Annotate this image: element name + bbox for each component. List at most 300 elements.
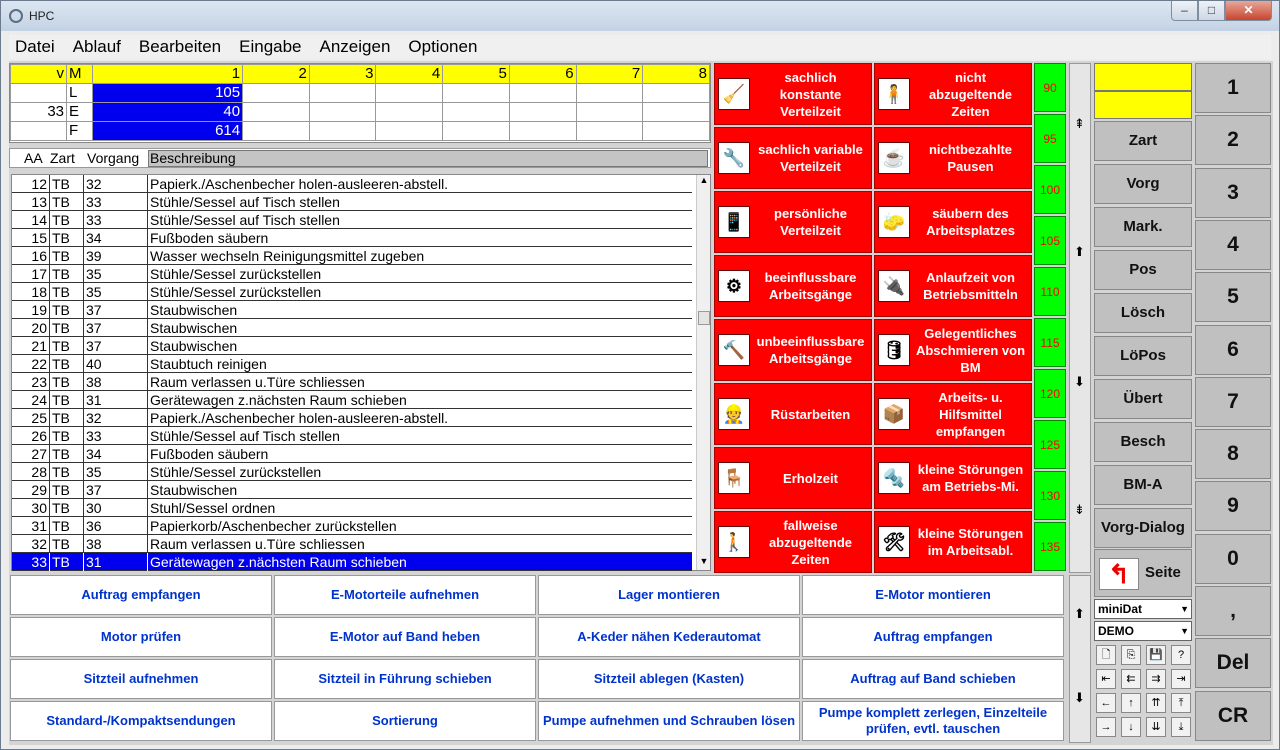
row-aa: 25 [31,410,47,426]
side-button-pos[interactable]: Pos [1094,250,1192,290]
grid-cell[interactable] [509,103,576,122]
list-row[interactable] [12,463,692,481]
scroll-down-icon[interactable]: ▼ [699,556,709,566]
row-zart: TB [52,302,70,318]
row-aa: 26 [31,428,47,444]
row-zart: TB [52,374,70,390]
category-button[interactable] [714,319,872,381]
scroll-up-icon[interactable]: ⬆ [1074,244,1085,259]
grid-header-8[interactable]: 8 [643,65,710,84]
last-icon[interactable]: ⇥ [1171,669,1191,689]
list-scrollbar[interactable] [696,175,710,570]
header-aa[interactable]: AA [24,150,43,166]
menu-datei[interactable]: Datei [15,37,55,56]
row-beschreibung: Wasser wechseln Reinigungsmittel zugeben [150,248,425,264]
list-row[interactable] [12,211,692,229]
row-zart: TB [52,392,70,408]
row-aa: 32 [31,536,47,552]
row-zart: TB [52,284,70,300]
side-button-vorg[interactable]: Vorg [1094,164,1192,204]
value-tile[interactable]: 120 [1034,369,1066,418]
side-button-lösch[interactable]: Lösch [1094,293,1192,333]
row-aa: 19 [31,302,47,318]
row-beschreibung: Fußboden säubern [150,446,269,462]
task-button[interactable]: E-Motorteile aufnehmen [274,575,536,615]
grid-cell[interactable]: 40 [93,103,243,122]
scroll-thumb[interactable] [698,311,710,325]
row-beschreibung: Papierkorb/Aschenbecher zurückstellen [150,518,397,534]
activity-list[interactable] [11,174,711,571]
numpad-key[interactable]: 9 [1195,481,1271,531]
row-zart: TB [52,320,70,336]
menu-ablauf[interactable]: Ablauf [72,37,121,56]
value-tile[interactable]: 125 [1034,420,1066,469]
row-beschreibung: Stühle/Sessel auf Tisch stellen [150,428,340,444]
grid-cell[interactable] [243,103,310,122]
row-beschreibung: Staubwischen [150,320,238,336]
task-button[interactable]: Pumpe komplett zerlegen, Einzelteile prüfen, evtl. tauschen [802,701,1064,741]
seite-label: Seite [1145,564,1181,581]
broom-icon: 🧽 [878,206,910,238]
phone-icon: 📱 [718,206,750,238]
row-aa: 24 [31,392,47,408]
row-zart: TB [52,536,70,552]
list-row[interactable] [12,553,692,571]
database-combo[interactable] [1094,599,1192,619]
list-row[interactable] [12,229,692,247]
grid-cell[interactable] [643,122,710,141]
numpad-key[interactable]: 5 [1195,272,1271,322]
category-label: Rüstarbeiten [770,406,851,422]
row-vorgang: 38 [86,374,102,390]
mode-combo[interactable] [1094,621,1192,641]
row-zart: TB [52,356,70,372]
list-row[interactable] [12,391,692,409]
row-beschreibung: Raum verlassen u.Türe schliessen [150,374,365,390]
row-vorgang: 33 [86,194,102,210]
row-vorgang: 35 [86,266,102,282]
numpad-key[interactable]: CR [1195,691,1271,741]
numpad-key[interactable]: 7 [1195,377,1271,427]
grid-header-1[interactable]: 1 [93,65,243,84]
side-button-mark-[interactable]: Mark. [1094,207,1192,247]
grid-cell[interactable]: 33 [11,103,67,122]
category-label: unbeeinflussbare Arbeitsgänge [756,334,865,366]
value-tile[interactable]: 105 [1034,216,1066,265]
task-button[interactable]: A-Keder nähen Kederautomat [538,617,800,657]
row-vorgang: 34 [86,446,102,462]
titlebar [1,1,1279,31]
task-scrollbar[interactable] [1069,575,1091,743]
row-beschreibung: Papierk./Aschenbecher holen-ausleeren-abstell. [150,410,449,426]
row-aa: 17 [31,266,47,282]
numpad-key[interactable]: 1 [1195,63,1271,113]
row-beschreibung: Papierk./Aschenbecher holen-ausleeren-abstell. [150,176,449,192]
tools-icon: 🔧 [718,142,750,174]
task-button[interactable]: E-Motor auf Band heben [274,617,536,657]
row-beschreibung: Stühle/Sessel zurückstellen [150,266,322,282]
row-vorgang: 39 [86,248,102,264]
task-button[interactable]: Sortierung [274,701,536,741]
row-zart: TB [52,464,70,480]
row-beschreibung: Stühle/Sessel zurückstellen [150,284,322,300]
row-zart: TB [52,482,70,498]
scroll-down-icon[interactable]: ⬇ [1074,690,1085,705]
list-header [9,148,711,168]
chevron-down-icon: ▼ [1180,604,1189,614]
row-aa: 13 [31,194,47,210]
category-label: Anlaufzeit von Betriebsmitteln [923,270,1018,302]
grid-cell[interactable] [243,84,310,103]
task-button[interactable]: Sitzteil ablegen (Kasten) [538,659,800,699]
list-row[interactable] [12,247,692,265]
row-aa: 29 [31,482,47,498]
row-beschreibung: Stühle/Sessel auf Tisch stellen [150,194,340,210]
row-zart: TB [52,266,70,282]
grid-cell[interactable] [509,84,576,103]
row-vorgang: 37 [86,482,102,498]
row-zart: TB [52,248,70,264]
row-aa: 16 [31,248,47,264]
grid-header-5[interactable]: 5 [443,65,510,84]
category-button[interactable] [874,511,1032,573]
row-vorgang: 38 [86,536,102,552]
first-icon[interactable]: ⇤ [1096,669,1116,689]
left-left-icon[interactable]: ⇇ [1121,669,1141,689]
row-zart: TB [52,518,70,534]
numpad-key[interactable]: , [1195,586,1271,636]
list-row[interactable] [12,535,692,553]
grid-header-3[interactable]: 3 [309,65,376,84]
side-button-besch[interactable]: Besch [1094,422,1192,462]
category-label: kleine Störungen im Arbeitsabl. [917,526,1024,558]
category-button[interactable] [874,383,1032,445]
rest-icon: 🪑 [718,462,750,494]
grid-cell: E [67,103,93,122]
row-vorgang: 37 [86,302,102,318]
maximize-button[interactable]: □ [1198,1,1225,21]
category-label: säubern des Arbeitsplatzes [926,206,1015,238]
grid-cell[interactable] [576,103,643,122]
save-icon[interactable]: 💾 [1146,645,1166,665]
header-vorgang[interactable]: Vorgang [87,150,140,166]
task-button[interactable]: Standard-/Kompaktsendungen [10,701,272,741]
task-button[interactable]: Sitzteil in Führung schieben [274,659,536,699]
grid-header-m: M [67,65,93,84]
row-zart: TB [52,446,70,462]
grid-header-4[interactable]: 4 [376,65,443,84]
row-beschreibung: Staubwischen [150,302,238,318]
row-vorgang: 37 [86,320,102,336]
row-aa: 14 [31,212,47,228]
chevron-down-icon: ▼ [1180,626,1189,636]
row-zart: TB [52,230,70,246]
side-button-übert[interactable]: Übert [1094,379,1192,419]
category-button[interactable] [714,511,872,573]
row-aa: 18 [31,284,47,300]
receive-icon: 📦 [878,398,910,430]
plug-icon: 🔌 [878,270,910,302]
grid-cell[interactable] [11,84,67,103]
category-label: sachlich variable Verteilzeit [758,142,863,174]
row-vorgang: 33 [86,428,102,444]
person-icon: 🧍 [878,78,910,110]
new-icon[interactable]: 🗋 [1096,645,1116,665]
row-vorgang: 31 [86,554,102,570]
category-button[interactable] [874,127,1032,189]
row-vorgang: 33 [86,212,102,228]
row-aa: 12 [31,176,47,192]
menu-optionen[interactable]: Optionen [408,37,478,56]
minimize-button[interactable]: – [1171,1,1198,21]
wrench-icon: 🔩 [878,462,910,494]
numpad-key[interactable]: 2 [1195,115,1271,165]
value-tile[interactable]: 135 [1034,522,1066,571]
category-button[interactable] [714,191,872,253]
press-icon: 🔨 [718,334,750,366]
scroll-up-icon[interactable]: ▲ [699,175,709,185]
grid-header-v: v [11,65,67,84]
row-beschreibung: Staubtuch reinigen [150,356,267,372]
category-button[interactable] [714,255,872,317]
right-right-icon[interactable]: ⇉ [1146,669,1166,689]
scroll-up-icon[interactable]: ⬆ [1074,606,1085,621]
category-label: Arbeits- u. Hilfsmittel empfangen [935,389,1006,439]
category-button[interactable] [874,191,1032,253]
grid-cell[interactable]: 105 [93,84,243,103]
close-button[interactable]: ✕ [1225,1,1272,21]
walker-icon: 🚶 [718,526,750,558]
grid-header-6[interactable]: 6 [509,65,576,84]
numpad-key[interactable]: 0 [1195,534,1271,584]
row-zart: TB [52,554,70,570]
grid-cell[interactable] [509,122,576,141]
row-beschreibung: Staubwischen [150,338,238,354]
up-up-icon[interactable]: ⇈ [1146,693,1166,713]
row-aa: 31 [31,518,47,534]
task-button[interactable]: Lager montieren [538,575,800,615]
category-button[interactable] [874,63,1032,125]
grid-cell[interactable] [376,84,443,103]
row-aa: 33 [31,554,47,570]
yellow-field-2[interactable] [1094,91,1192,119]
value-tile[interactable]: 100 [1034,165,1066,214]
category-label: persönliche Verteilzeit [774,206,847,238]
row-aa: 30 [31,500,47,516]
side-button-löpos[interactable]: LöPos [1094,336,1192,376]
grid-cell[interactable] [443,84,510,103]
grid-cell[interactable] [643,84,710,103]
oilcan-icon: 🛢 [878,334,910,366]
grid-cell[interactable]: 614 [93,122,243,141]
row-vorgang: 37 [86,338,102,354]
yellow-field-1[interactable] [1094,63,1192,91]
list-row[interactable] [12,337,692,355]
side-button-zart[interactable]: Zart [1094,121,1192,161]
grid-cell[interactable] [376,103,443,122]
grid-cell[interactable] [576,122,643,141]
grid-header-2[interactable]: 2 [243,65,310,84]
row-zart: TB [52,176,70,192]
category-button[interactable] [714,383,872,445]
category-label: fallweise abzugeltende Zeiten [768,517,853,567]
category-label: Erholzeit [783,470,838,486]
side-button-bm-a[interactable]: BM-A [1094,465,1192,505]
seite-button[interactable] [1094,549,1192,597]
list-row[interactable] [12,481,692,499]
grid-cell[interactable] [576,84,643,103]
header-beschreibung[interactable]: Beschreibung [150,150,236,166]
category-button[interactable] [714,447,872,509]
row-vorgang: 32 [86,176,102,192]
category-button[interactable] [874,255,1032,317]
grid-cell[interactable] [376,122,443,141]
value-grid [9,63,711,143]
category-button[interactable] [874,447,1032,509]
combo-value: miniDat [1098,602,1143,616]
list-row[interactable] [12,427,692,445]
value-tile[interactable]: 115 [1034,318,1066,367]
row-aa: 20 [31,320,47,336]
menu-anzeigen[interactable]: Anzeigen [319,37,391,56]
main-area [9,61,1273,745]
numpad-key[interactable]: Del [1195,638,1271,688]
row-zart: TB [52,428,70,444]
back-arrow-icon: ↰ [1099,558,1139,590]
right-icon[interactable]: → [1096,717,1116,737]
row-vorgang: 40 [86,356,102,372]
row-vorgang: 30 [86,500,102,516]
grid-cell[interactable] [309,84,376,103]
value-tile[interactable]: 90 [1034,63,1066,112]
row-zart: TB [52,500,70,516]
row-zart: TB [52,338,70,354]
grid-cell[interactable] [11,122,67,141]
row-beschreibung: Raum verlassen u.Türe schliessen [150,536,365,552]
numpad-key[interactable]: 8 [1195,429,1271,479]
row-beschreibung: Gerätewagen z.nächsten Raum schieben [150,392,407,408]
list-row[interactable] [12,175,692,193]
list-row[interactable] [12,193,692,211]
list-row[interactable] [12,283,692,301]
scroll-top-icon[interactable]: ⇞ [1074,116,1085,131]
task-button[interactable]: Auftrag auf Band schieben [802,659,1064,699]
up-icon[interactable]: ↑ [1121,693,1141,713]
scroll-bottom-icon[interactable]: ⇟ [1074,502,1085,517]
row-beschreibung: Gerätewagen z.nächsten Raum schieben [150,554,407,570]
row-vorgang: 35 [86,464,102,480]
side-button-vorg-dialog[interactable]: Vorg-Dialog [1094,508,1192,548]
row-beschreibung: Fußboden säubern [150,230,269,246]
bottom-icon[interactable]: ⤓ [1171,717,1191,737]
category-button[interactable] [874,319,1032,381]
top-icon[interactable]: ⤒ [1171,693,1191,713]
worker-icon: 👷 [718,398,750,430]
list-row[interactable] [12,265,692,283]
row-aa: 21 [31,338,47,354]
task-button[interactable]: Auftrag empfangen [10,575,272,615]
list-row[interactable] [12,445,692,463]
list-row[interactable] [12,301,692,319]
list-row[interactable] [12,355,692,373]
grid-cell[interactable] [309,103,376,122]
grid-cell[interactable] [243,122,310,141]
machine-icon: ⚙ [718,270,750,302]
grid-cell[interactable] [443,103,510,122]
list-row[interactable] [12,499,692,517]
fix-icon: 🛠 [878,526,910,558]
row-aa: 23 [31,374,47,390]
task-button[interactable]: Sitzteil aufnehmen [10,659,272,699]
list-row[interactable] [12,319,692,337]
row-zart: TB [52,212,70,228]
numpad-key[interactable]: 4 [1195,220,1271,270]
value-tile[interactable]: 130 [1034,471,1066,520]
task-button[interactable]: Motor prüfen [10,617,272,657]
row-aa: 15 [31,230,47,246]
list-row[interactable] [12,409,692,427]
menu-bearbeiten[interactable]: Bearbeiten [138,37,222,56]
category-label: sachlich konstante Verteilzeit [779,69,842,119]
category-button[interactable] [714,127,872,189]
help-icon[interactable]: ? [1171,645,1191,665]
row-zart: TB [52,410,70,426]
list-row[interactable] [12,373,692,391]
list-row[interactable] [12,517,692,535]
row-aa: 28 [31,464,47,480]
combo-value: DEMO [1098,624,1134,638]
value-tile[interactable]: 110 [1034,267,1066,316]
category-label: Gelegentliches Abschmieren von BM [915,325,1026,375]
copy-icon[interactable]: ⎘ [1121,645,1141,665]
row-beschreibung: Stühle/Sessel zurückstellen [150,464,322,480]
grid-cell[interactable] [309,122,376,141]
task-button[interactable]: Auftrag empfangen [802,617,1064,657]
row-zart: TB [52,194,70,210]
down-icon[interactable]: ↓ [1121,717,1141,737]
menu-eingabe[interactable]: Eingabe [239,37,302,56]
row-vorgang: 36 [86,518,102,534]
header-zart[interactable]: Zart [50,150,75,166]
numpad-key[interactable]: 6 [1195,325,1271,375]
category-button[interactable] [714,63,872,125]
row-beschreibung: Staubwischen [150,482,238,498]
vacuum-icon: 🧹 [718,78,750,110]
grid-cell: L [67,84,93,103]
row-aa: 27 [31,446,47,462]
grid-cell: F [67,122,93,141]
window-title: HPC [29,9,55,23]
category-scrollbar[interactable] [1069,63,1091,573]
grid-header-7[interactable]: 7 [576,65,643,84]
row-beschreibung: Stuhl/Sessel ordnen [150,500,276,516]
scroll-down-icon[interactable]: ⬇ [1074,374,1085,389]
row-vorgang: 34 [86,230,102,246]
grid-cell[interactable] [643,103,710,122]
value-tile[interactable]: 95 [1034,114,1066,163]
task-button[interactable]: E-Motor montieren [802,575,1064,615]
left-icon[interactable]: ← [1096,693,1116,713]
task-button[interactable]: Pumpe aufnehmen und Schrauben lösen [538,701,800,741]
row-aa: 22 [31,356,47,372]
numpad-key[interactable]: 3 [1195,168,1271,218]
down-down-icon[interactable]: ⇊ [1146,717,1166,737]
grid-cell[interactable] [443,122,510,141]
category-label: nichtbezahlte Pausen [928,142,1013,174]
category-label: beeinflussbare Arbeitsgänge [764,270,857,302]
break-icon: ☕ [878,142,910,174]
row-vorgang: 35 [86,284,102,300]
